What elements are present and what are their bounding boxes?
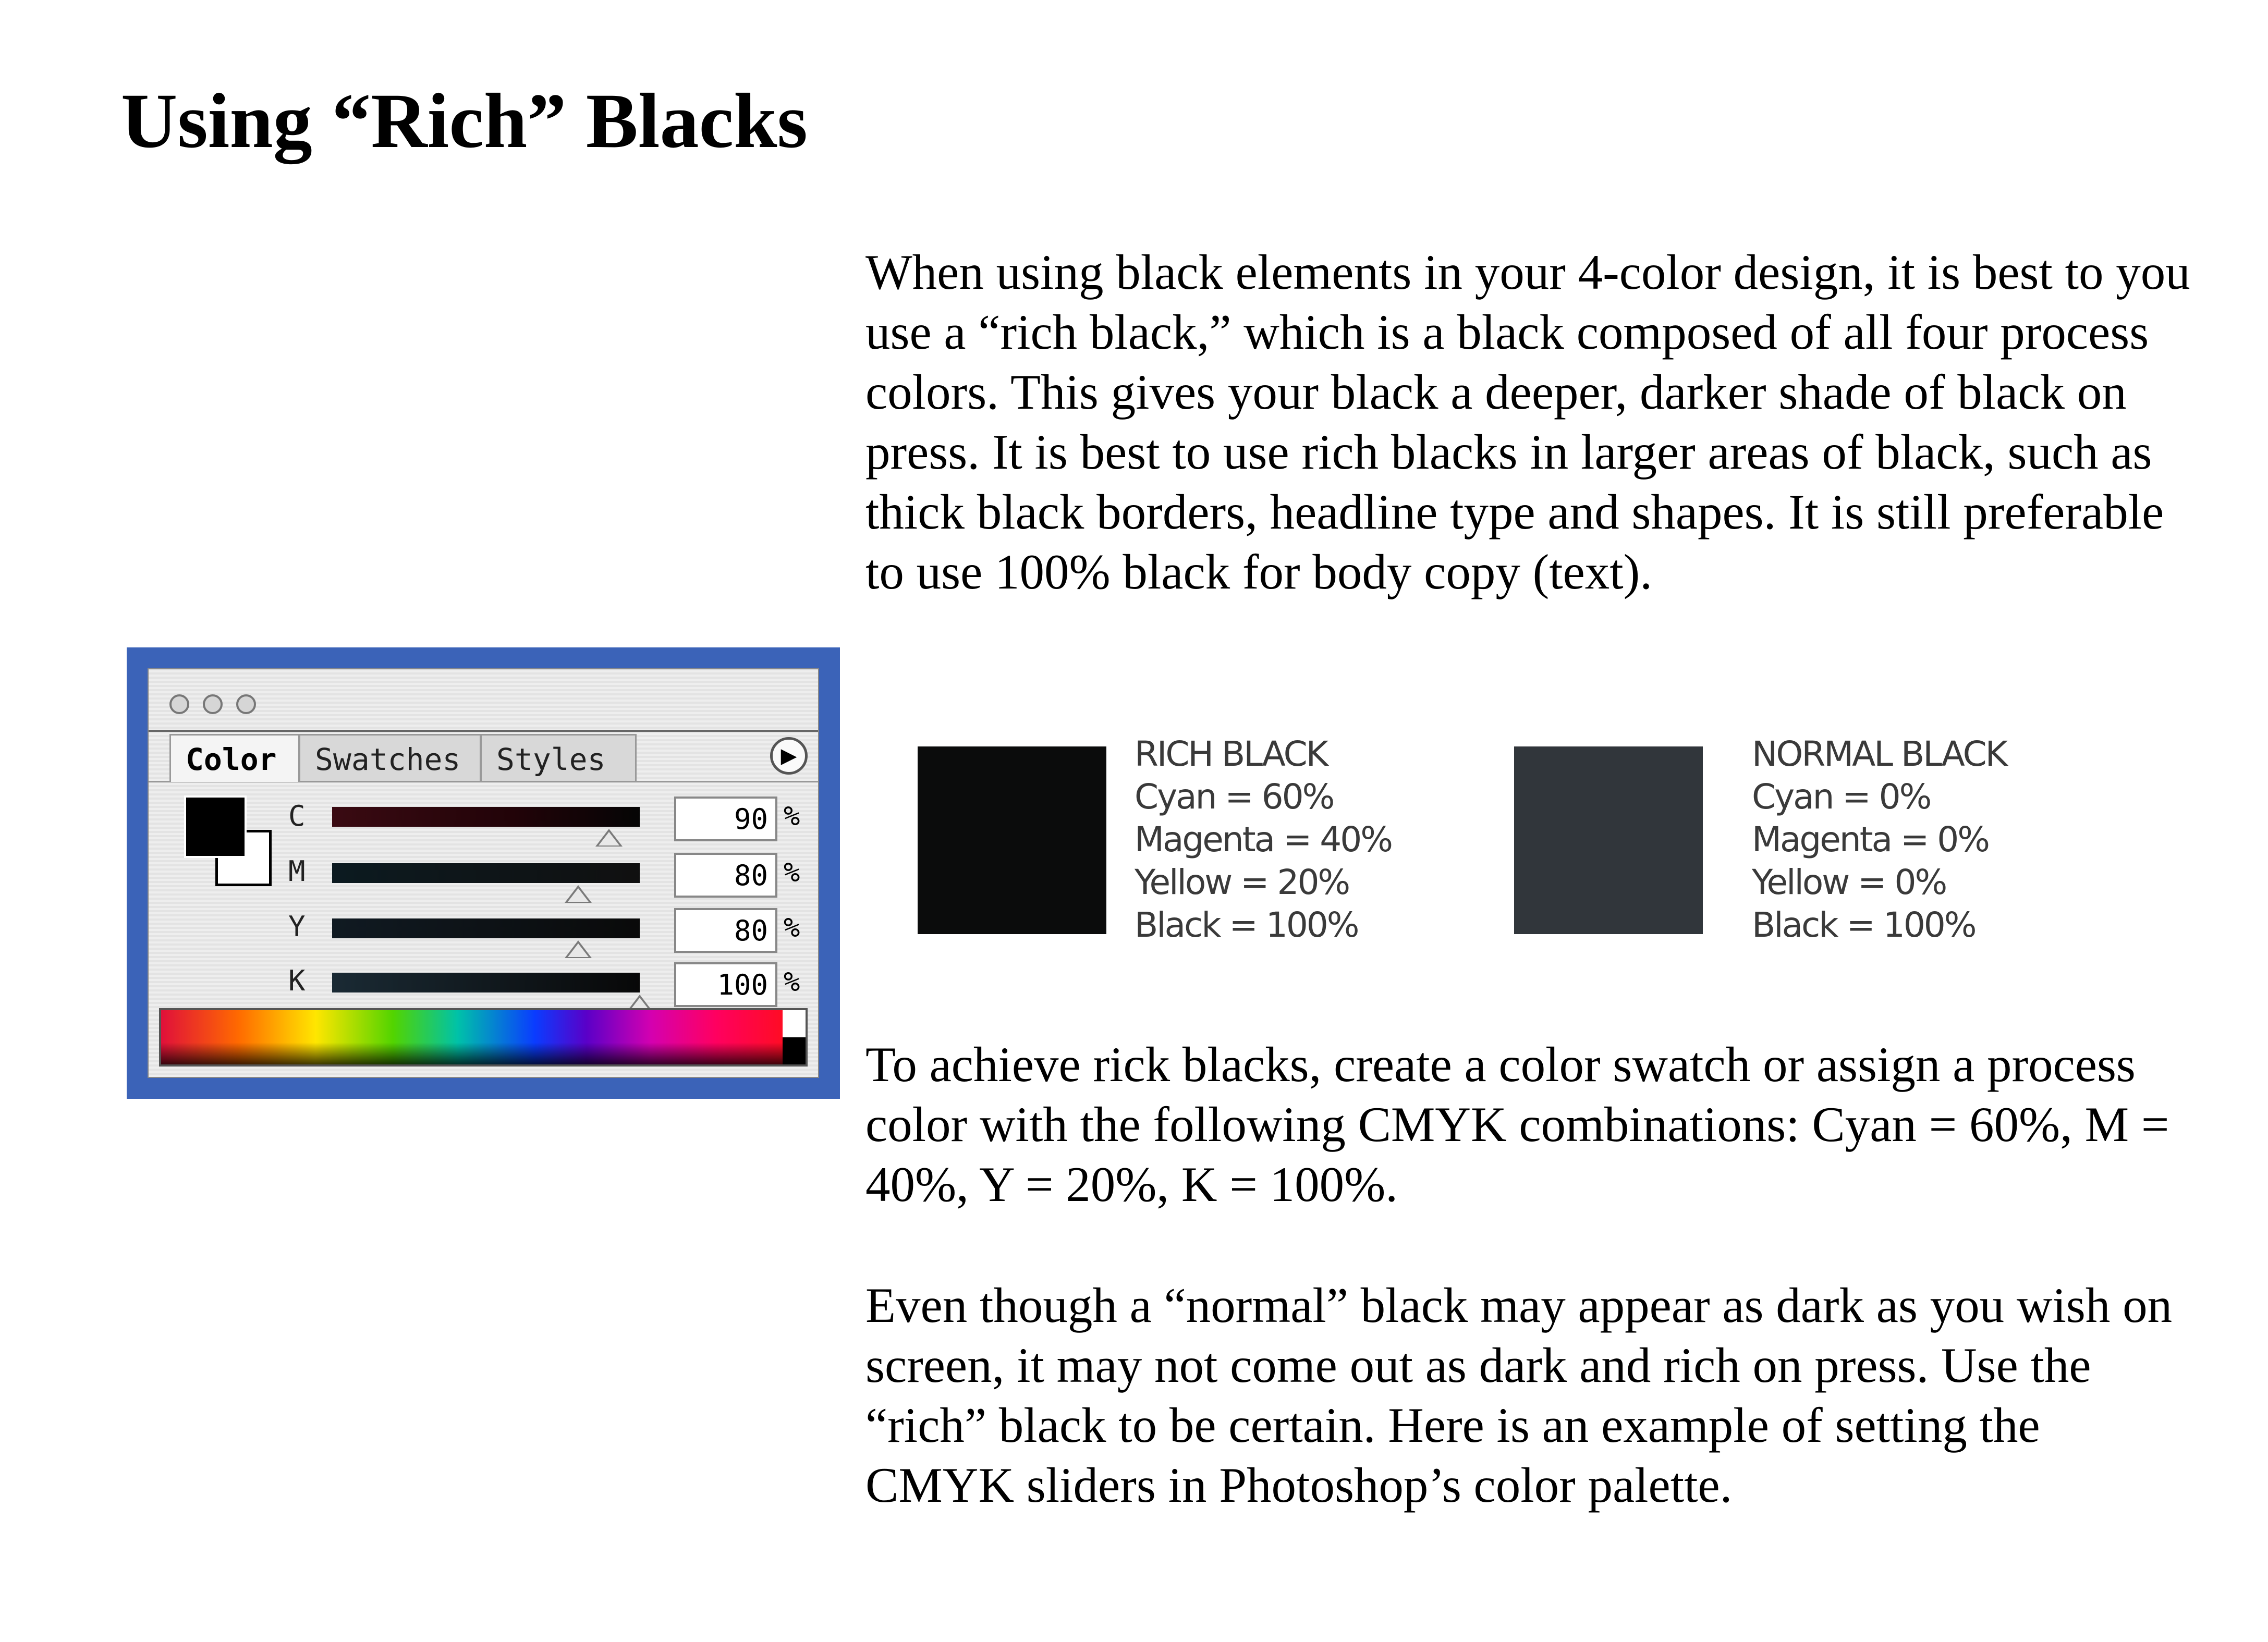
foreground-color-swatch[interactable] <box>186 798 245 856</box>
channel-label-cyan: C <box>288 800 306 832</box>
percent-label-cyan: % <box>784 801 800 832</box>
rich-black-magenta: Magenta = 40% <box>1135 819 1392 860</box>
normal-black-swatch <box>1514 746 1703 934</box>
slider-handle-magenta[interactable] <box>565 885 592 903</box>
value-field-yellow[interactable]: 80 <box>674 908 777 953</box>
color-palette-screenshot <box>127 647 840 1099</box>
percent-label-black: % <box>784 966 800 998</box>
black-white-ramp[interactable] <box>783 1010 806 1064</box>
slider-track-black[interactable] <box>332 973 640 992</box>
slider-handle-yellow[interactable] <box>565 940 592 958</box>
tab-color[interactable]: Color <box>169 734 300 782</box>
slider-handle-cyan[interactable] <box>595 829 623 847</box>
rich-black-swatch <box>918 746 1106 934</box>
slider-track-magenta[interactable] <box>332 863 640 883</box>
cmyk-instructions-paragraph: To achieve rick blacks, create a color swatch or assign a process color with the following CMYK combinations: Cyan = 60%, M = 40%, Y = 20%, K = 100%. <box>865 1037 2169 1212</box>
tab-styles[interactable]: Styles <box>480 734 637 782</box>
channel-label-magenta: M <box>288 855 306 888</box>
channel-label-black: K <box>288 964 306 997</box>
normal-black-magenta: Magenta = 0% <box>1752 819 1989 860</box>
percent-label-magenta: % <box>784 857 800 888</box>
percent-label-yellow: % <box>784 912 800 943</box>
minimize-icon[interactable] <box>203 694 223 714</box>
rich-black-title: RICH BLACK <box>1135 734 1327 774</box>
zoom-icon[interactable] <box>236 694 256 714</box>
title-bar-divider <box>149 730 818 732</box>
value-field-cyan[interactable]: 90 <box>674 797 777 841</box>
normal-black-black: Black = 100% <box>1752 905 1976 945</box>
slider-track-yellow[interactable] <box>332 918 640 938</box>
rich-black-cyan: Cyan = 60% <box>1135 777 1334 817</box>
normal-black-title: NORMAL BLACK <box>1752 734 2006 774</box>
photoshop-example-paragraph: Even though a “normal” black may appear as dark as you wish on screen, it may not come out as dark and rich on press. Use the “rich” black to be certain. Here is an example of setting the CMYK sliders in Photoshop’s color palette. <box>865 1278 2173 1513</box>
rich-black-black: Black = 100% <box>1135 905 1358 945</box>
rich-black-yellow: Yellow = 20% <box>1135 862 1349 902</box>
tab-swatches[interactable]: Swatches <box>299 734 481 782</box>
palette-menu-icon[interactable]: ▶ <box>770 737 808 775</box>
channel-label-yellow: Y <box>288 910 306 943</box>
normal-black-yellow: Yellow = 0% <box>1752 862 1946 902</box>
normal-black-cyan: Cyan = 0% <box>1752 777 1931 817</box>
color-spectrum-bar[interactable] <box>159 1008 808 1067</box>
rich-black-label <box>1135 733 1392 947</box>
value-field-magenta[interactable]: 80 <box>674 853 777 898</box>
intro-paragraph: When using black elements in your 4-color design, it is best to you use a “rich black,” which is a black composed of all four process colors. This gives your black a deeper, darker shade of black on press. It is best to use rich blacks in larger areas of black, such as thick black borders, headline type and shapes. It is still preferable to use 100% black for body copy (text). <box>865 244 2190 599</box>
page-title: Using “Rich” Blacks <box>121 78 808 164</box>
color-palette-panel <box>148 668 819 1078</box>
close-icon[interactable] <box>169 694 189 714</box>
value-field-black[interactable]: 100 <box>674 962 777 1007</box>
normal-black-label <box>1752 733 2006 947</box>
slider-track-cyan[interactable] <box>332 807 640 827</box>
